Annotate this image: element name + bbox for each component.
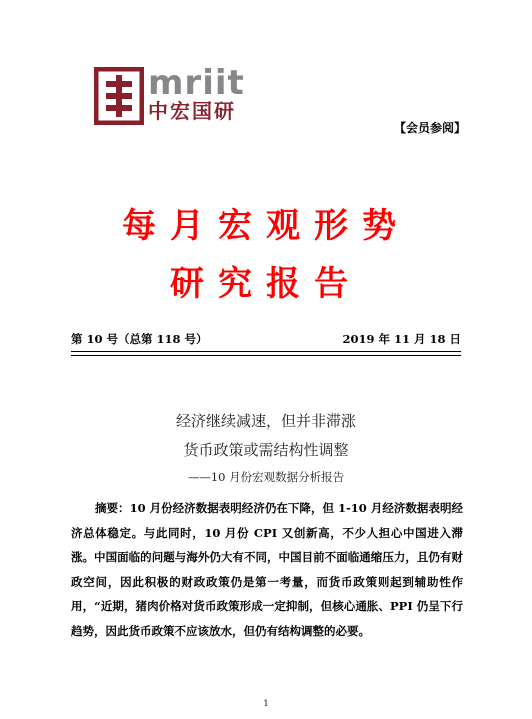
divider-line	[71, 355, 461, 356]
page-number: 1	[263, 699, 269, 708]
subtitle-line3: ——10 月份宏观数据分析报告	[187, 470, 345, 484]
subtitle-line1: 经济继续减速，但并非滞涨	[175, 412, 356, 430]
issue-number: 第 10 号（总第 118 号）	[71, 332, 208, 346]
abstract-paragraph	[71, 496, 463, 643]
logo-brand-en: mriit	[148, 63, 245, 103]
logo-brand-cn: 中宏国研	[148, 99, 236, 123]
report-title-line2: 研究报告	[170, 264, 362, 304]
abstract-text: 10 月份经济数据表明经济仍在下降，但 1-10 月经济数据表明经济总体稳定。与此同时，10 月份 CPI 又创新高，不少人担心中国进入滞涨。中国面临的问题与海外仍大有不同，中国目前不面临通缩压力，且仍有财政空间，因此积极的财政政策仍是第一考量，而货币政策则起到辅助性作用，“近期，猪肉价格对货币政策形成一定抑制，但核心通胀、PPI 仍呈下行趋势，因此货币政策不应该放水，但仍有结构调整的必要。	[71, 501, 463, 638]
divider-line	[71, 351, 461, 352]
logo-mark-icon	[94, 67, 144, 125]
member-tag: 【会员参阅】	[393, 121, 466, 135]
abstract-label: 摘要：	[95, 501, 130, 515]
report-title-line1: 每月宏观形势	[122, 206, 410, 246]
report-date: 2019 年 11 月 18 日	[342, 332, 461, 346]
mriit-logo	[94, 63, 254, 125]
subtitle-line2: 货币政策或需结构性调整	[183, 441, 349, 459]
